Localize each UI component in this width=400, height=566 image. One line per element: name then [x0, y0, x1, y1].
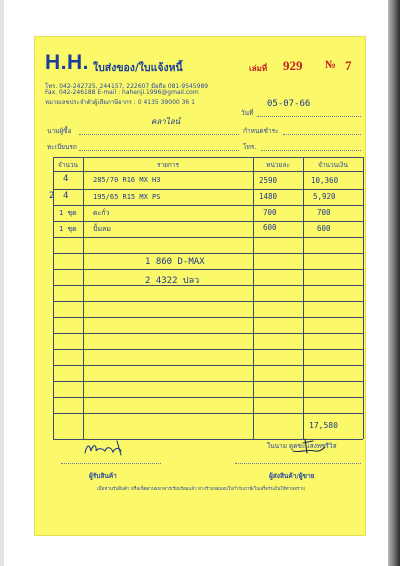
row-2-qty: 4	[63, 191, 69, 201]
note-line-1: 1 860 D-MAX	[145, 257, 205, 267]
row-4-amount: 600	[317, 224, 331, 233]
scan-right-edge	[388, 0, 400, 566]
due-label: กำหนดชำระ	[243, 127, 279, 135]
row-4-qty: 1 ชุด	[59, 225, 77, 233]
book-number: 929	[283, 58, 303, 73]
footer-note: เมื่อท่านรับสินค้า หรือเช็คผ่านธนาคารเรียบร้อยแล้ว ทางร้านขอมอบใบกำกับภาษี/ใบเสร็จรับเงินให้ท่านทราบ	[97, 487, 305, 492]
row-1-item: 285/70 R16 MX H3	[93, 176, 161, 184]
total-amount: 17,580	[309, 421, 338, 430]
customer-line	[79, 134, 239, 135]
row-3-qty: 1 ชุด	[59, 209, 77, 217]
number-label: №	[325, 59, 337, 71]
sender-signature	[287, 435, 331, 459]
shop-logo-text: H.H.	[45, 51, 89, 74]
receiver-signature-line	[61, 463, 161, 464]
col-header-qty: จำนวน	[58, 161, 78, 169]
row-4-item: ปั้มลม	[93, 225, 111, 233]
contact-fax-email: Fax. 042-246188 E-mail : hahenji.1996@gmail.com	[45, 89, 199, 96]
date-line	[257, 116, 361, 117]
note-line-2: 2 4322 ปลว	[145, 276, 200, 286]
vehicle-reg-line	[79, 150, 239, 151]
tax-id: หมายเลขประจำตัวผู้เสียภาษีอากร : 0 4135 39000 36 1	[45, 99, 195, 106]
row-3-item: ตะกั่ว	[93, 209, 110, 217]
col-header-item: รายการ	[156, 161, 180, 169]
book-label: เล่มที่	[249, 64, 268, 73]
phone-line	[261, 150, 361, 151]
receiver-signature	[81, 437, 131, 459]
sender-signature-line	[235, 463, 361, 464]
date-label: วันที่	[241, 109, 254, 117]
col-header-amount: จำนวนเงิน	[318, 161, 348, 169]
date-value: 05-07-66	[267, 99, 311, 109]
document-type: ใบส่งของ/ใบแจ้งหนี้	[93, 62, 183, 74]
due-line	[283, 134, 361, 135]
phone-label: โทร.	[243, 143, 257, 151]
row-2-unit-price: 1480	[259, 192, 278, 201]
row-1-qty: 4	[63, 174, 69, 184]
row-1-unit-price: 2590	[259, 176, 278, 185]
scan-left-edge	[0, 0, 4, 566]
sender-label: ผู้ส่งสินค้า/ผู้ขาย	[269, 472, 315, 480]
col-header-unit-price: หน่วยละ	[266, 161, 290, 169]
vehicle-reg-label: ทะเบียนรถ	[47, 143, 77, 151]
receiver-label: ผู้รับสินค้า	[89, 472, 117, 480]
customer-value: คลาไลน์	[151, 117, 181, 126]
customer-label: นามผู้ซื้อ	[47, 127, 72, 135]
row-2-amount: 5,920	[313, 192, 336, 201]
items-table	[49, 157, 363, 439]
row-2-prefix: 2	[49, 191, 55, 201]
row-3-amount: 700	[317, 208, 331, 217]
row-4-unit-price: 600	[263, 223, 277, 232]
contact-phone: โทร. 042-242725, 244157, 222607 มือถือ 081-9545989	[45, 83, 209, 90]
row-1-amount: 10,360	[311, 176, 339, 185]
row-3-unit-price: 700	[263, 208, 277, 217]
in-name-of: ในนาม ดูดซะแสงหซรีวิส	[267, 442, 337, 450]
row-2-item: 195/65 R15 MX PS	[93, 193, 161, 201]
number-value: 7	[345, 58, 352, 73]
delivery-invoice-form	[34, 36, 366, 536]
